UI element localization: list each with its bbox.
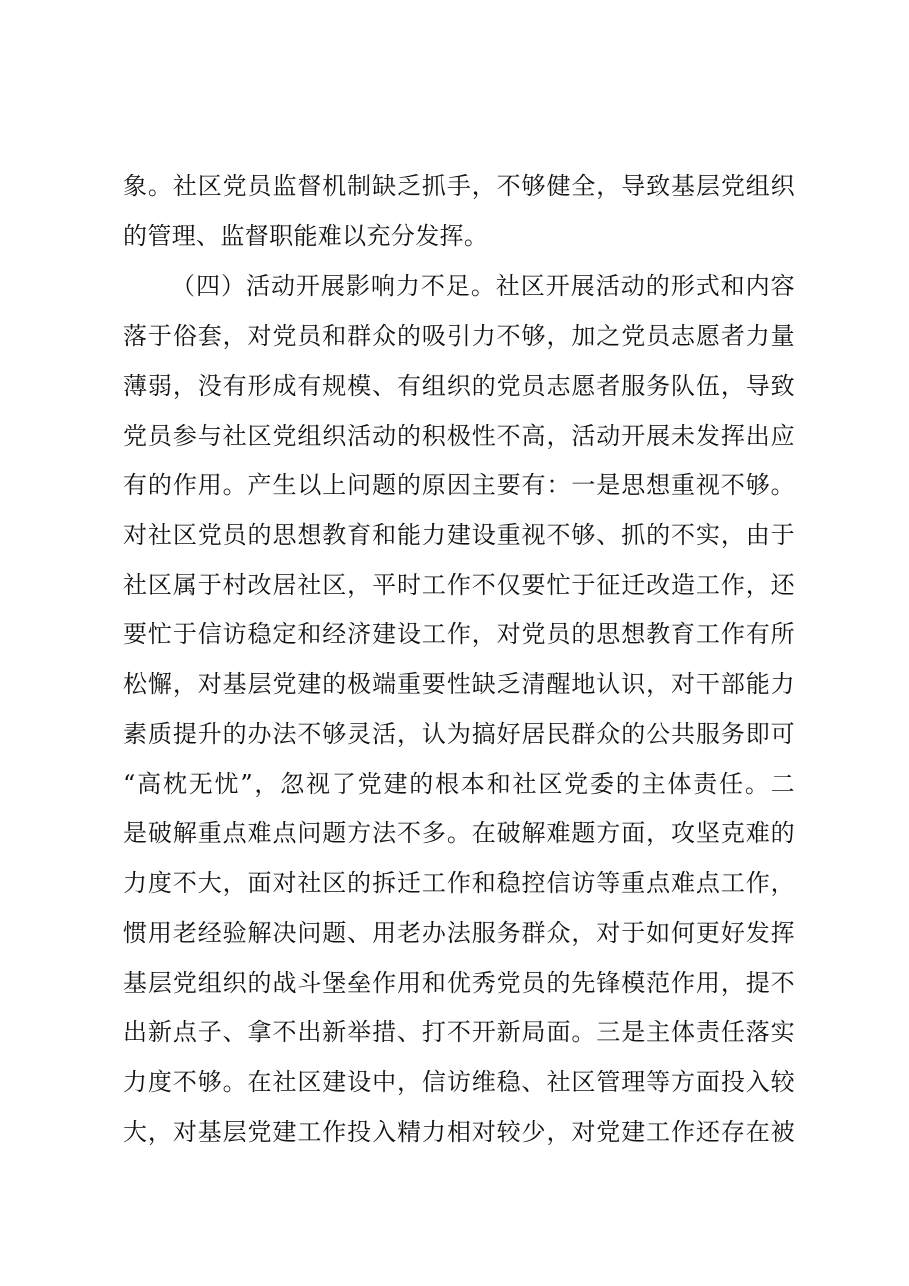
text-line: 素质提升的办法不够灵活，认为搞好居民群众的公共服务即可: [123, 720, 795, 748]
text-line: 出新点子、拿不出新举措、打不开新局面。三是主体责任落实: [123, 1018, 795, 1046]
text-line: 力度不大，面对社区的拆迁工作和稳控信访等重点难点工作，: [123, 869, 795, 897]
text-line: 党员参与社区党组织活动的积极性不高，活动开展未发挥出应: [123, 422, 795, 450]
text-line: 大，对基层党建工作投入精力相对较少，对党建工作还存在被: [123, 1118, 795, 1146]
text-line: “高枕无忧”，忽视了党建的根本和社区党委的主体责任。二: [123, 770, 795, 798]
text-line: 松懈，对基层党建的极端重要性缺乏清醒地认识，对干部能力: [123, 670, 795, 698]
text-line: 是破解重点难点问题方法不多。在破解难题方面，攻坚克难的: [123, 819, 795, 847]
text-line: 落于俗套，对党员和群众的吸引力不够，加之党员志愿者力量: [123, 322, 795, 350]
text-line: 的管理、监督职能难以充分发挥。: [123, 222, 489, 250]
section-heading-line: （四）活动开展影响力不足。社区开展活动的形式和内容: [171, 272, 795, 300]
text-line: 要忙于信访稳定和经济建设工作，对党员的思想教育工作有所: [123, 620, 795, 648]
text-line: 有的作用。产生以上问题的原因主要有：一是思想重视不够。: [123, 471, 795, 499]
text-line: 对社区党员的思想教育和能力建设重视不够、抓的不实，由于: [123, 521, 795, 549]
text-line: 惯用老经验解决问题、用老办法服务群众，对于如何更好发挥: [123, 919, 795, 947]
text-line: 薄弱，没有形成有规模、有组织的党员志愿者服务队伍，导致: [123, 372, 795, 400]
text-line: 社区属于村改居社区，平时工作不仅要忙于征迁改造工作，还: [123, 571, 795, 599]
text-line: 基层党组织的战斗堡垒作用和优秀党员的先锋模范作用，提不: [123, 969, 795, 997]
text-line: 象。社区党员监督机制缺乏抓手，不够健全，导致基层党组织: [123, 172, 795, 200]
text-line: 力度不够。在社区建设中，信访维稳、社区管理等方面投入较: [123, 1068, 795, 1096]
